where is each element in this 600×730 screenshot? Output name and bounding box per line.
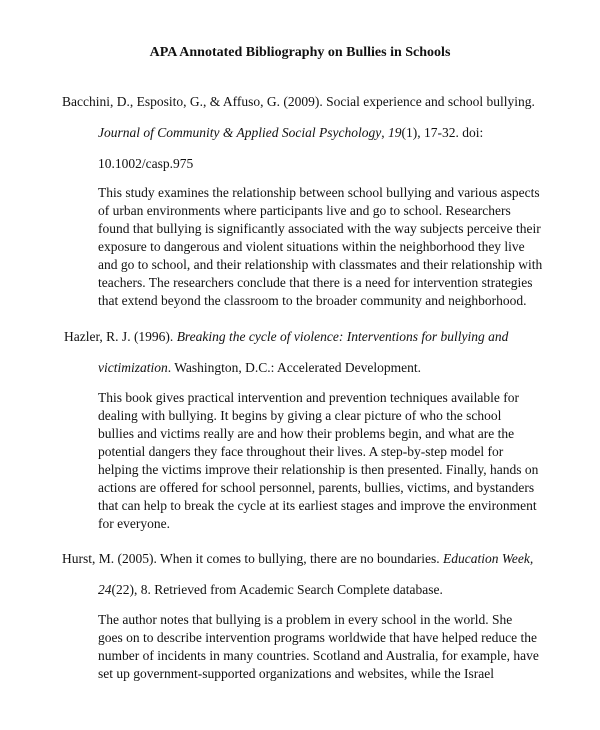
entry-1-authors-title: Bacchini, D., Esposito, G., & Affuso, G. (2009). Social experience and school bullying. (62, 94, 535, 109)
annotation-line: teachers. The researchers conclude that there is a need for intervention strategies (98, 275, 533, 290)
entry-2-annotation (98, 389, 539, 533)
annotation-line: helping the victims improve their relationship is then presented. Finally, hands on (98, 462, 539, 477)
entry-3-journal: Education Week, (443, 551, 534, 566)
entry-3-annotation (98, 611, 539, 683)
annotation-line: that extend beyond the classroom to the broader community and neighborhood. (98, 293, 527, 308)
annotation-line: bullies and victims really are and how their problems begin, and what are the (98, 426, 515, 441)
annotation-line: number of incidents in many countries. Scotland and Australia, for example, have (98, 648, 539, 663)
entry-1-volume: 19 (387, 125, 402, 140)
entry-3-volume: 24 (98, 582, 112, 597)
annotation-line: actions are offered for school personnel, parents, bullies, victims, and bystanders (98, 480, 535, 495)
entry-3-citation-line-1 (62, 550, 533, 568)
entry-1-doi: 10.1002/casp.975 (98, 156, 194, 171)
annotation-line: exposure to dangerous and violent situations within the neighborhood they live (98, 239, 525, 254)
annotation-line: This book gives practical intervention and prevention techniques available for (98, 390, 519, 405)
entry-2-book-title-cont: victimization (98, 360, 168, 375)
entry-3-author-title: Hurst, M. (2005). When it comes to bullying, there are no boundaries. (62, 551, 444, 566)
entry-2-citation-line-2 (98, 359, 421, 377)
entry-1-citation-line-3 (98, 155, 193, 173)
entry-2-book-title: Breaking the cycle of violence: Interventions for bullying and (176, 329, 509, 344)
annotation-line: dealing with bullying. It begins by giving a clear picture of who the school (98, 408, 502, 423)
annotation-line: for everyone. (98, 516, 170, 531)
entry-1-separator: , (381, 125, 388, 140)
entry-1-citation-line-1 (62, 93, 535, 111)
annotation-line: The author notes that bullying is a problem in every school in the world. She (98, 612, 513, 627)
document-title: APA Annotated Bibliography on Bullies in Schools (149, 45, 451, 60)
entry-1-annotation (98, 184, 543, 310)
entry-1-citation-line-2 (98, 124, 483, 142)
annotation-line: that can help to break the cycle at its earliest stages and improve the environment (98, 498, 537, 513)
entry-1-journal: Journal of Community & Applied Social Psychology (98, 125, 382, 140)
annotation-line: This study examines the relationship between school bullying and various aspects (98, 185, 540, 200)
annotation-line: of urban environments where participants live and go to school. Researchers (98, 203, 511, 218)
entry-2-publisher: . Washington, D.C.: Accelerated Development. (167, 360, 421, 375)
annotation-line: goes on to describe intervention programs worldwide that have helped reduce the (98, 630, 537, 645)
entry-3-source: (22), 8. Retrieved from Academic Search Complete database. (111, 582, 443, 597)
entry-2-citation-line-1 (64, 328, 508, 346)
annotation-line: set up government-supported organizations and websites, while the Israel (98, 666, 495, 681)
entry-1-issue-pages: (1), 17-32. doi: (401, 125, 484, 140)
annotation-line: potential dangers they face throughout their lives. A step-by-step model for (98, 444, 504, 459)
entry-3-citation-line-2 (98, 581, 443, 599)
annotation-line: and go to school, and their relationship with classmates and their relationship with (98, 257, 543, 272)
annotation-line: found that bullying is significantly associated with the way subjects perceive their (98, 221, 541, 236)
entry-2-author-year: Hazler, R. J. (1996). (64, 329, 177, 344)
